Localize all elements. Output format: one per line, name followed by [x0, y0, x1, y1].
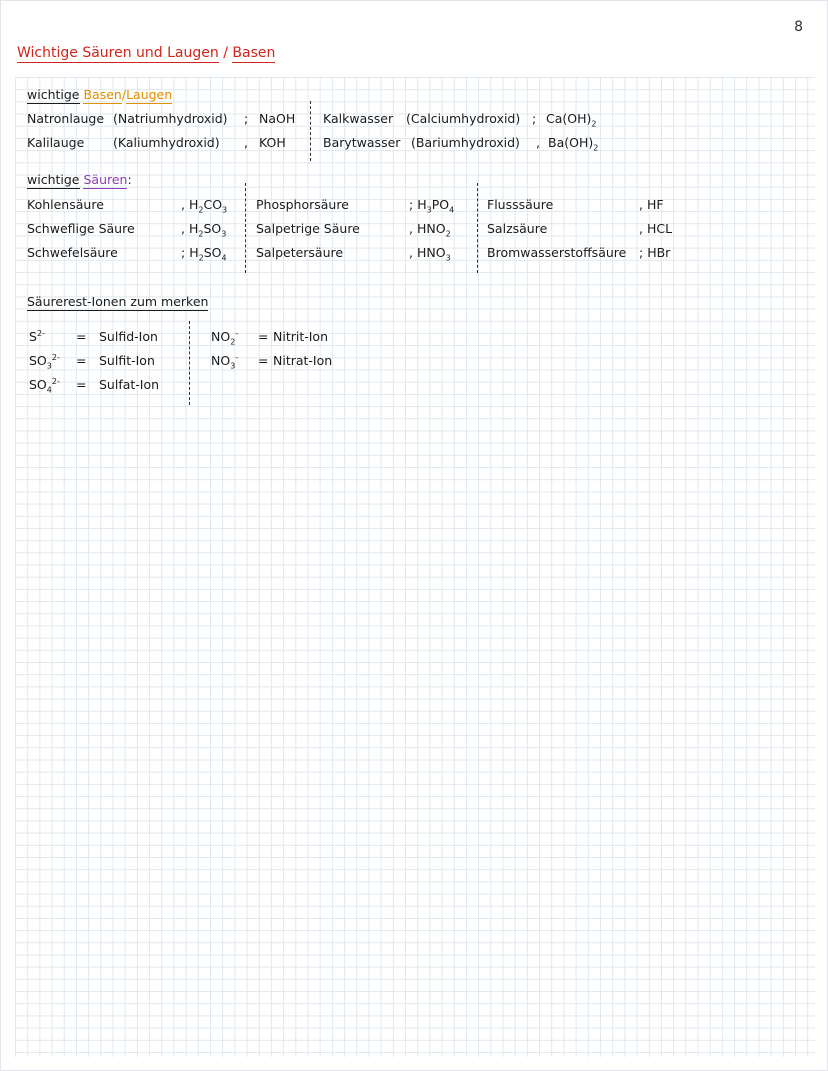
ion-eq: =	[76, 353, 87, 368]
ion-eq: =	[258, 353, 269, 368]
acid-name: Kohlensäure	[27, 197, 104, 212]
ion-eq: =	[76, 329, 87, 344]
base-sep: ;	[244, 111, 249, 126]
acids-heading-prefix: wichtige	[27, 172, 80, 187]
base-fullname: (Kaliumhydroxid)	[113, 135, 220, 150]
acid-name: Phosphorsäure	[256, 197, 349, 212]
base-fullname: (Calciumhydroxid)	[406, 111, 521, 126]
base-sep: ,	[536, 135, 540, 150]
acid-formula: ; $H_2SO_4$	[181, 245, 227, 263]
bases-heading	[27, 87, 172, 102]
acid-name: Schweflige Säure	[27, 221, 135, 236]
divider-line	[477, 183, 478, 273]
ion-formula: $SO_4^{2-}$	[29, 377, 60, 395]
title-slash: /	[223, 45, 228, 61]
base-formula: $Ba(OH)_2$	[548, 135, 599, 153]
divider-line	[310, 101, 311, 161]
acid-formula: ; HBr	[639, 245, 671, 260]
acid-formula: , HCL	[639, 221, 673, 236]
acid-name: Salpetrige Säure	[256, 221, 360, 236]
ion-formula: $NO_3^-$	[211, 353, 239, 371]
bases-heading-basen: Basen	[83, 87, 122, 102]
base-name: Natronlauge	[27, 111, 105, 126]
base-sep: ;	[532, 111, 537, 126]
acid-name: Salzsäure	[487, 221, 548, 236]
base-name: Kalilauge	[27, 135, 85, 150]
title-part2: Basen	[232, 45, 276, 61]
acid-formula: , $HNO_2$	[409, 221, 451, 239]
base-fullname: (Bariumhydroxid)	[411, 135, 520, 150]
title-part1: Wichtige Säuren und Laugen	[17, 45, 219, 61]
divider-line	[245, 183, 246, 273]
page-number: 8	[794, 19, 803, 35]
base-name: Barytwasser	[323, 135, 401, 150]
base-fullname: (Natriumhydroxid)	[113, 111, 228, 126]
acids-heading-colon: :	[127, 172, 132, 187]
acids-heading-word: Säuren	[83, 172, 128, 187]
ion-formula: $SO_3^{2-}$	[29, 353, 60, 371]
acid-formula: , HF	[639, 197, 664, 212]
base-sep: ,	[244, 135, 248, 150]
ion-formula: $NO_2^-$	[211, 329, 239, 347]
acid-name: Flusssäure	[487, 197, 554, 212]
acid-name: Salpetersäure	[256, 245, 344, 260]
ion-eq: =	[258, 329, 269, 344]
ion-name: Nitrit-Ion	[273, 329, 329, 344]
base-row	[27, 111, 104, 126]
acid-formula: , $HNO_3$	[409, 245, 451, 263]
acid-formula: , $H_2SO_3$	[181, 221, 227, 239]
ions-heading: Säurerest-Ionen zum merken	[27, 294, 209, 309]
acid-name: Schwefelsäure	[27, 245, 118, 260]
base-formula: $Ca(OH)_2$	[546, 111, 597, 129]
page-title	[17, 45, 275, 61]
base-formula: KOH	[259, 135, 286, 150]
acids-heading	[27, 172, 132, 187]
ion-name: Sulfat-Ion	[99, 377, 160, 392]
bases-heading-laugen: Laugen	[126, 87, 173, 102]
ion-name: Sulfid-Ion	[99, 329, 158, 344]
ion-name: Nitrat-Ion	[273, 353, 333, 368]
ion-eq: =	[76, 377, 87, 392]
base-name: Kalkwasser	[323, 111, 394, 126]
acid-formula: , $H_2CO_3$	[181, 197, 228, 215]
divider-line	[189, 321, 190, 405]
ion-name: Sulfit-Ion	[99, 353, 155, 368]
acid-formula: ; $H_3PO_4$	[409, 197, 455, 215]
bases-heading-prefix: wichtige	[27, 87, 80, 102]
acid-name: Bromwasserstoffsäure	[487, 245, 627, 260]
base-formula: NaOH	[259, 111, 296, 126]
ion-formula: $S^{2-}$	[29, 329, 45, 345]
bases-heading-slash: /	[121, 87, 127, 102]
